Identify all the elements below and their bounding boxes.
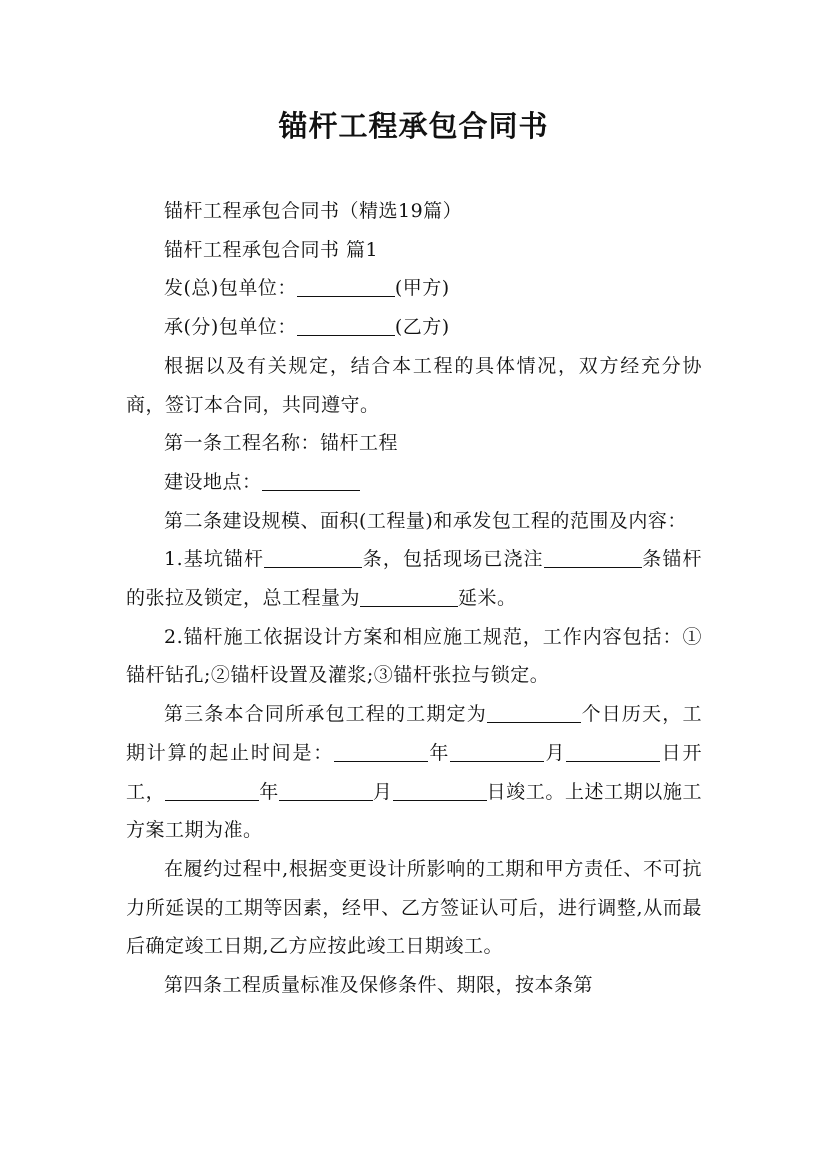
blank-line: [279, 781, 373, 801]
text: 第三条本合同所承包工程的工期定为: [164, 703, 487, 726]
paragraph-section-heading: [126, 231, 702, 270]
blank-line: [544, 548, 642, 568]
text: 根据以及有关规定，结合本工程的具体情况，双方经充分协商，签订本合同，共同遵守。: [126, 354, 702, 416]
paragraph-subtitle: [126, 192, 702, 231]
text: 年: [259, 780, 279, 803]
blank-line: [360, 587, 458, 607]
text: 日竣工。上述工期以施工方案工期为准。: [126, 780, 702, 842]
blank-line: [487, 703, 581, 723]
paragraph-article-1: [126, 424, 702, 463]
paragraph-article-3: [126, 695, 702, 850]
text: 第四条工程质量标准及保修条件、期限，按本条第: [164, 974, 594, 997]
paragraph-article-2: [126, 502, 702, 541]
text: 月: [372, 780, 393, 803]
text: 锚杆工程承包合同书 篇1: [164, 238, 379, 261]
text: (乙方): [394, 316, 450, 339]
paragraph-item-2: [126, 618, 702, 695]
document-body: [126, 192, 702, 1005]
paragraph-article-4: [126, 966, 702, 1005]
blank-line: [450, 742, 544, 762]
text: 年: [428, 741, 451, 764]
paragraph-party-b: [126, 308, 702, 347]
paragraph-schedule-adjust: [126, 850, 702, 966]
blank-line: [297, 316, 395, 336]
text: 延米。: [458, 587, 517, 610]
blank-line: [334, 742, 428, 762]
text: 承(分)包单位：: [164, 316, 297, 339]
text: 建设地点：: [164, 470, 262, 493]
paragraph-location: [126, 463, 702, 502]
text: 日开工，: [126, 741, 702, 803]
text: (甲方): [394, 277, 450, 300]
text: 条锚杆的张拉及锁定，总工程量为: [126, 548, 702, 610]
blank-line: [393, 781, 487, 801]
text: 第二条建设规模、面积(工程量)和承发包工程的范围及内容：: [164, 509, 687, 532]
text: 个日历天，工期计算的起止时间是：: [126, 703, 702, 764]
blank-line: [262, 471, 360, 491]
text: 在履约过程中,根据变更设计所影响的工期和甲方责任、不可抗力所延误的工期等因素，经甲、乙方签证认可后，进行调整,从而最后确定竣工日期,乙方应按此竣工日期竣工。: [126, 857, 702, 958]
text: 第一条工程名称：锚杆工程: [164, 432, 399, 455]
paragraph-preamble: [126, 347, 702, 424]
text: 2.锚杆施工依据设计方案和相应施工规范，工作内容包括：①锚杆钻孔;②锚杆设置及灌浆;③锚杆张拉与锁定。: [126, 625, 702, 687]
blank-line: [165, 781, 259, 801]
text: 月: [544, 741, 567, 764]
text: 1.基坑锚杆: [164, 548, 265, 571]
text: 锚杆工程承包合同书（精选19篇）: [164, 200, 463, 222]
paragraph-party-a: [126, 269, 702, 308]
blank-line: [264, 548, 362, 568]
paragraph-item-1: [126, 540, 702, 617]
text: 条，包括现场已浇注: [362, 548, 544, 571]
text: 发(总)包单位：: [164, 277, 297, 300]
blank-line: [566, 742, 660, 762]
blank-line: [297, 277, 395, 297]
document-title: 锚杆工程承包合同书: [278, 109, 549, 143]
